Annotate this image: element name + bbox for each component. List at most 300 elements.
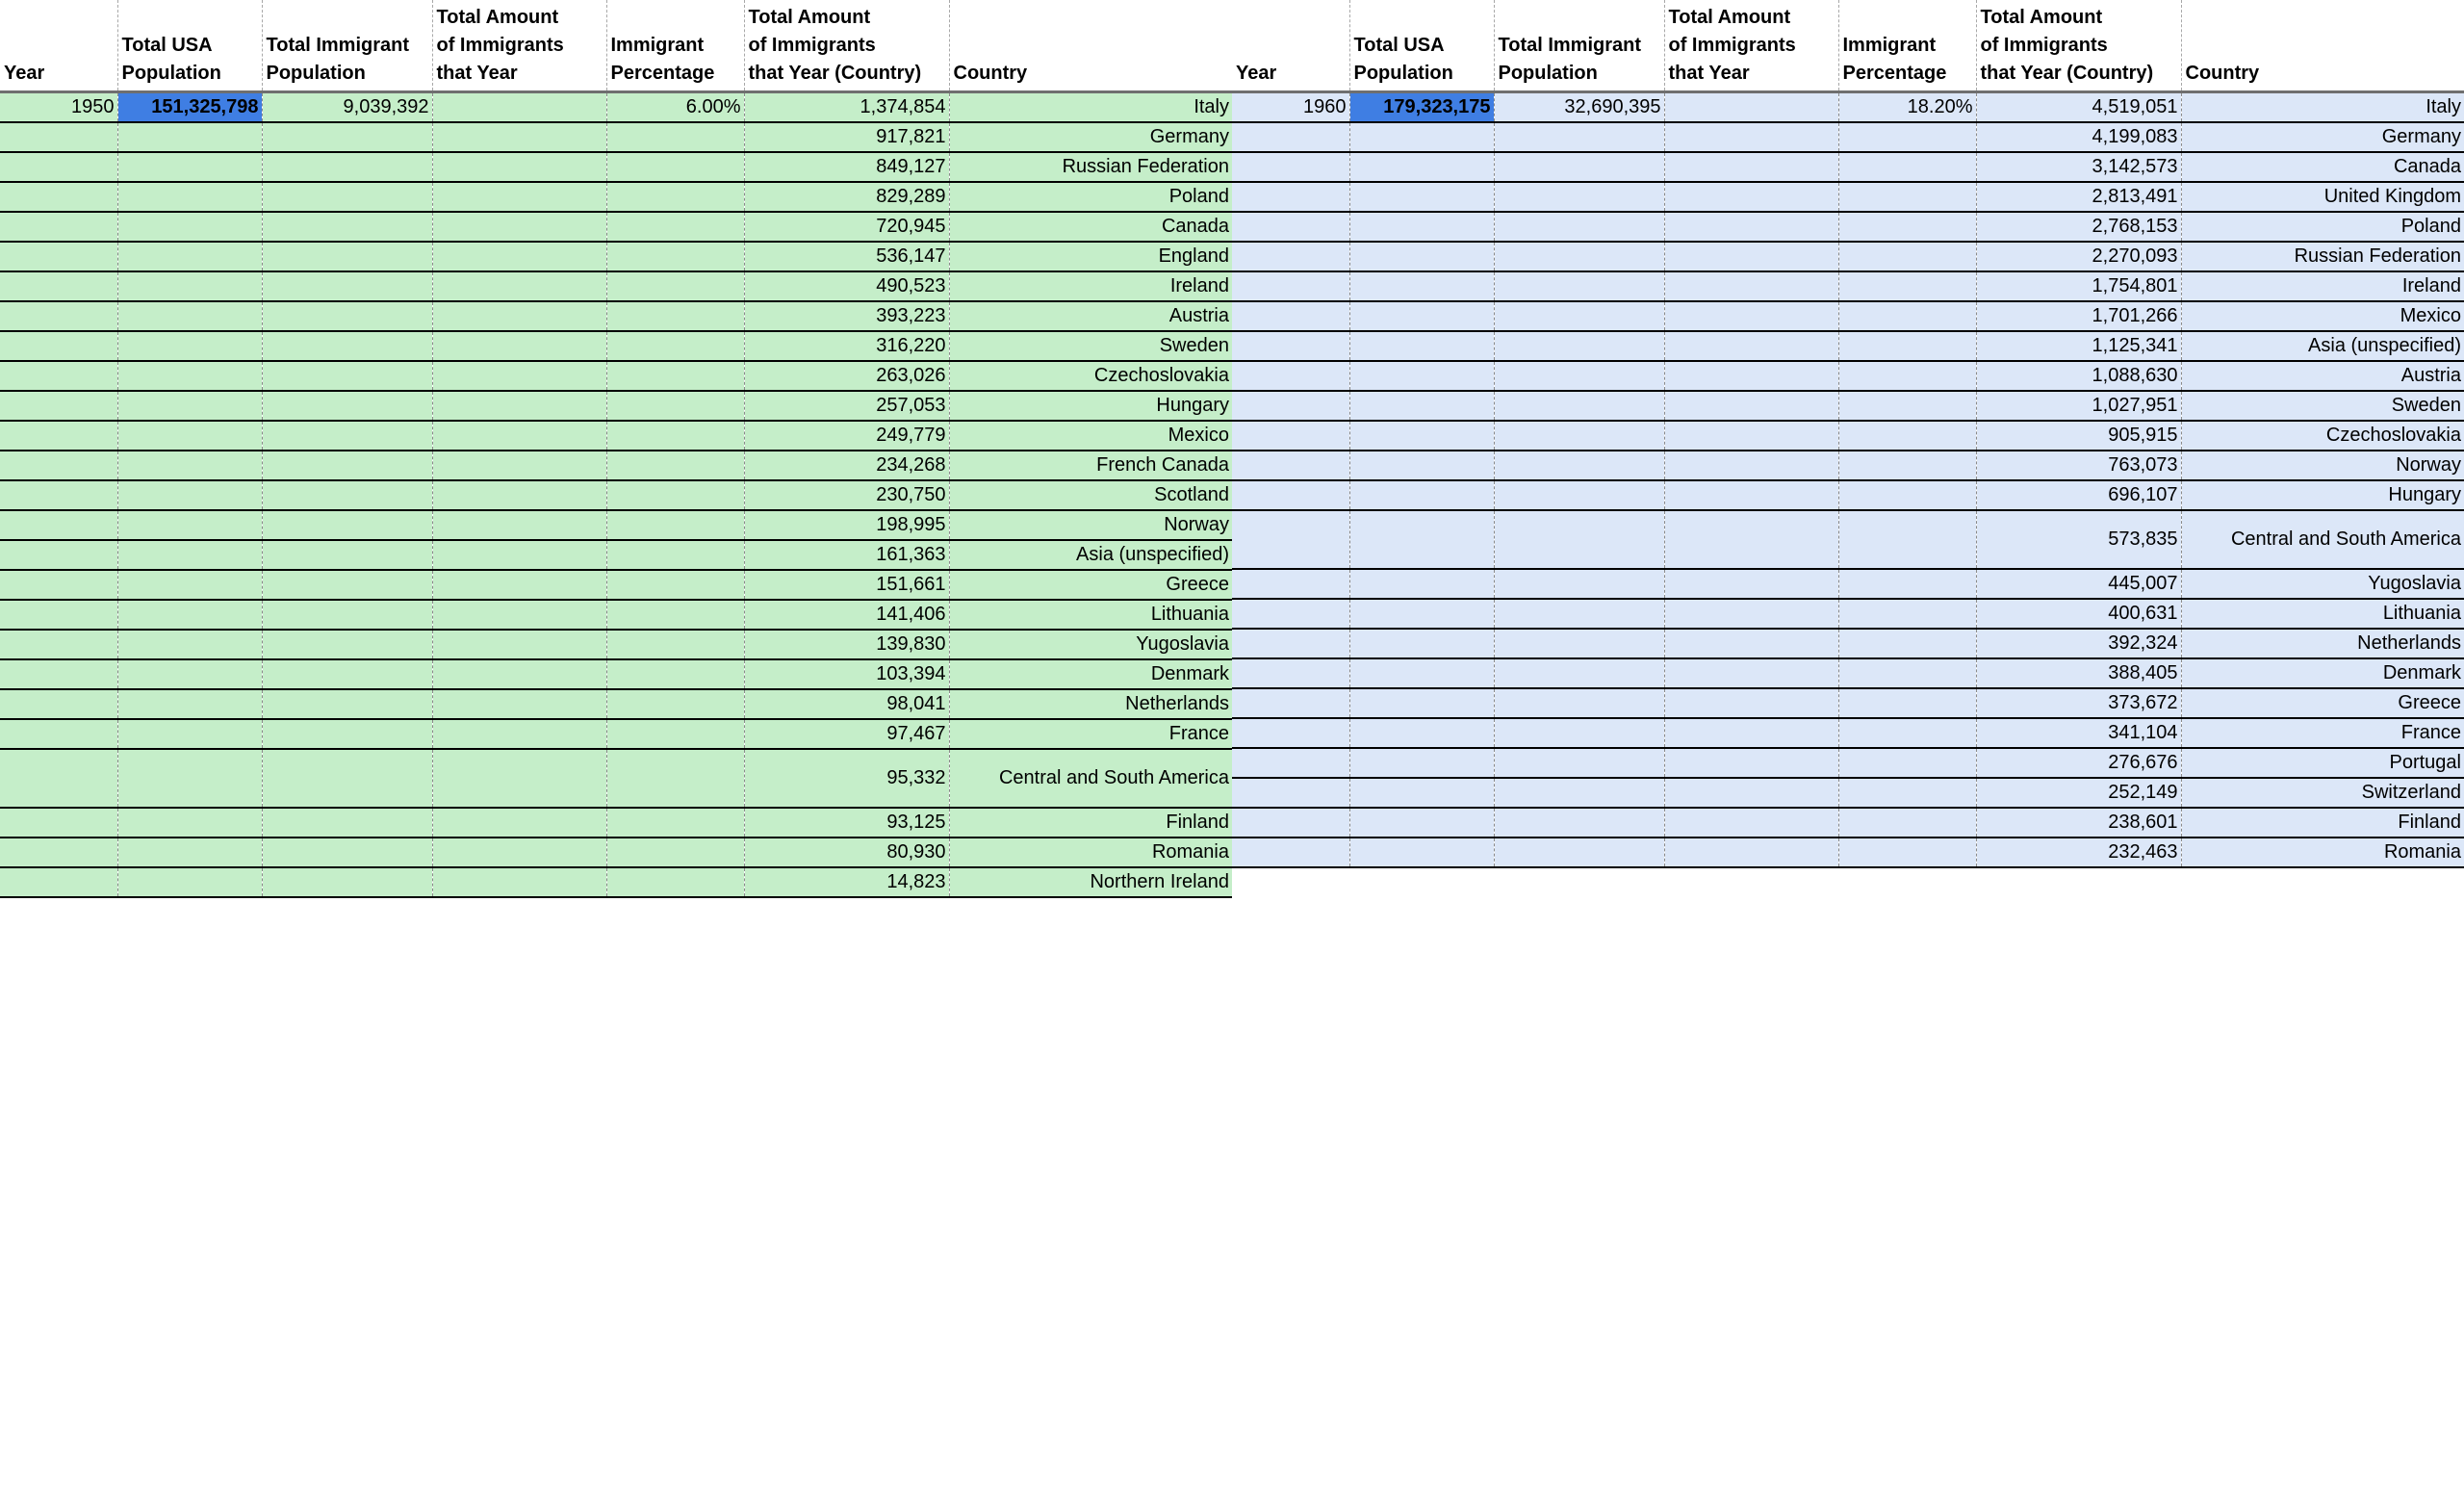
empty-cell[interactable] xyxy=(432,480,606,510)
cell-country[interactable]: United Kingdom xyxy=(2181,182,2464,212)
cell-amount[interactable]: 573,835 xyxy=(1976,510,2181,569)
empty-cell[interactable] xyxy=(0,867,117,897)
empty-cell[interactable] xyxy=(117,301,262,331)
cell-country[interactable]: Yugoslavia xyxy=(2181,569,2464,599)
empty-cell[interactable] xyxy=(0,510,117,540)
cell-amount[interactable]: 4,199,083 xyxy=(1976,122,2181,152)
cell-amount[interactable]: 80,930 xyxy=(744,838,949,867)
cell-amount[interactable]: 2,768,153 xyxy=(1976,212,2181,242)
empty-cell[interactable] xyxy=(606,391,744,421)
empty-cell[interactable] xyxy=(1664,658,1838,688)
cell-country[interactable]: Greece xyxy=(949,570,1232,600)
cell-country[interactable]: Asia (unspecified) xyxy=(2181,331,2464,361)
empty-cell[interactable] xyxy=(262,808,432,838)
empty-cell[interactable] xyxy=(1232,658,1349,688)
cell-country[interactable]: Romania xyxy=(949,838,1232,867)
empty-cell[interactable] xyxy=(0,122,117,152)
cell-country[interactable]: Central and South America xyxy=(2181,510,2464,569)
empty-cell[interactable] xyxy=(1494,808,1664,838)
empty-cell[interactable] xyxy=(606,719,744,749)
header-total-usa-population[interactable]: Total USA Population xyxy=(1349,0,1494,92)
cell-country[interactable]: Denmark xyxy=(949,659,1232,689)
empty-cell[interactable] xyxy=(1232,718,1349,748)
cell-amount[interactable]: 905,915 xyxy=(1976,421,2181,451)
empty-cell[interactable] xyxy=(1349,658,1494,688)
cell-country[interactable]: Norway xyxy=(2181,451,2464,480)
cell-amount[interactable]: 445,007 xyxy=(1976,569,2181,599)
empty-cell[interactable] xyxy=(1494,271,1664,301)
empty-cell[interactable] xyxy=(117,540,262,570)
empty-cell[interactable] xyxy=(1349,480,1494,510)
cell-amount[interactable]: 1,701,266 xyxy=(1976,301,2181,331)
cell-amount[interactable]: 1,374,854 xyxy=(744,92,949,123)
empty-cell[interactable] xyxy=(0,689,117,719)
empty-cell[interactable] xyxy=(262,212,432,242)
header-amount-by-country[interactable]: Total Amount of Immigrants that Year (Country) xyxy=(1976,0,2181,92)
empty-cell[interactable] xyxy=(0,271,117,301)
empty-cell[interactable] xyxy=(1664,182,1838,212)
empty-cell[interactable] xyxy=(117,271,262,301)
empty-cell[interactable] xyxy=(1838,808,1976,838)
empty-cell[interactable] xyxy=(117,212,262,242)
cell-country[interactable]: Germany xyxy=(949,122,1232,152)
cell-amount[interactable]: 198,995 xyxy=(744,510,949,540)
cell-amount[interactable]: 14,823 xyxy=(744,867,949,897)
empty-cell[interactable] xyxy=(117,510,262,540)
header-total-immigrant-population[interactable]: Total Immigrant Population xyxy=(262,0,432,92)
empty-cell[interactable] xyxy=(0,838,117,867)
empty-cell[interactable] xyxy=(1664,421,1838,451)
cell-amount[interactable]: 141,406 xyxy=(744,600,949,630)
empty-cell[interactable] xyxy=(1232,599,1349,629)
empty-cell[interactable] xyxy=(606,331,744,361)
cell-country[interactable]: Finland xyxy=(2181,808,2464,838)
cell-country[interactable]: Canada xyxy=(949,212,1232,242)
empty-cell[interactable] xyxy=(117,242,262,271)
empty-cell[interactable] xyxy=(262,540,432,570)
cell-amount[interactable]: 139,830 xyxy=(744,630,949,659)
empty-cell[interactable] xyxy=(1494,718,1664,748)
cell-amount[interactable]: 4,519,051 xyxy=(1976,92,2181,123)
empty-cell[interactable] xyxy=(1232,451,1349,480)
empty-cell[interactable] xyxy=(1494,361,1664,391)
cell-amount[interactable]: 2,813,491 xyxy=(1976,182,2181,212)
empty-cell[interactable] xyxy=(262,361,432,391)
empty-cell[interactable] xyxy=(1494,122,1664,152)
empty-cell[interactable] xyxy=(1838,599,1976,629)
empty-cell[interactable] xyxy=(0,212,117,242)
cell-amount[interactable]: 341,104 xyxy=(1976,718,2181,748)
empty-cell[interactable] xyxy=(1494,480,1664,510)
empty-cell[interactable] xyxy=(1664,480,1838,510)
empty-cell[interactable] xyxy=(1232,212,1349,242)
cell-amount[interactable]: 276,676 xyxy=(1976,748,2181,778)
empty-cell[interactable] xyxy=(1664,688,1838,718)
empty-cell[interactable] xyxy=(1838,361,1976,391)
empty-cell[interactable] xyxy=(432,331,606,361)
cell-amount[interactable]: 393,223 xyxy=(744,301,949,331)
cell-amount[interactable]: 97,467 xyxy=(744,719,949,749)
header-total-amount-that-year[interactable]: Total Amount of Immigrants that Year xyxy=(432,0,606,92)
empty-cell[interactable] xyxy=(0,480,117,510)
header-total-immigrant-population[interactable]: Total Immigrant Population xyxy=(1494,0,1664,92)
cell-country[interactable]: Yugoslavia xyxy=(949,630,1232,659)
empty-cell[interactable] xyxy=(1349,242,1494,271)
empty-cell[interactable] xyxy=(1349,212,1494,242)
cell-amount[interactable]: 3,142,573 xyxy=(1976,152,2181,182)
empty-cell[interactable] xyxy=(1232,152,1349,182)
empty-cell[interactable] xyxy=(262,570,432,600)
empty-cell[interactable] xyxy=(1664,778,1838,808)
empty-cell[interactable] xyxy=(0,391,117,421)
cell-country[interactable]: Portugal xyxy=(2181,748,2464,778)
empty-cell[interactable] xyxy=(432,182,606,212)
empty-cell[interactable] xyxy=(606,480,744,510)
empty-cell[interactable] xyxy=(1838,212,1976,242)
empty-cell[interactable] xyxy=(1232,361,1349,391)
cell-country[interactable]: Netherlands xyxy=(949,689,1232,719)
header-year[interactable]: Year xyxy=(0,0,117,92)
cell-country[interactable]: Austria xyxy=(949,301,1232,331)
empty-cell[interactable] xyxy=(432,152,606,182)
empty-cell[interactable] xyxy=(262,391,432,421)
empty-cell[interactable] xyxy=(117,749,262,808)
empty-cell[interactable] xyxy=(1349,391,1494,421)
cell-immigrant-percentage[interactable]: 6.00% xyxy=(606,92,744,123)
empty-cell[interactable] xyxy=(606,808,744,838)
empty-cell[interactable] xyxy=(432,451,606,480)
empty-cell[interactable] xyxy=(1494,658,1664,688)
empty-cell[interactable] xyxy=(432,689,606,719)
empty-cell[interactable] xyxy=(1664,331,1838,361)
header-total-usa-population[interactable]: Total USA Population xyxy=(117,0,262,92)
empty-cell[interactable] xyxy=(262,421,432,451)
empty-cell[interactable] xyxy=(1349,510,1494,569)
empty-cell[interactable] xyxy=(1232,301,1349,331)
cell-amount[interactable]: 103,394 xyxy=(744,659,949,689)
cell-country[interactable]: England xyxy=(949,242,1232,271)
cell-amount[interactable]: 1,754,801 xyxy=(1976,271,2181,301)
cell-amount[interactable]: 151,661 xyxy=(744,570,949,600)
cell-amount[interactable]: 917,821 xyxy=(744,122,949,152)
header-total-amount-that-year[interactable]: Total Amount of Immigrants that Year xyxy=(1664,0,1838,92)
empty-cell[interactable] xyxy=(1664,629,1838,658)
empty-cell[interactable] xyxy=(1664,242,1838,271)
header-amount-by-country[interactable]: Total Amount of Immigrants that Year (Country) xyxy=(744,0,949,92)
empty-cell[interactable] xyxy=(432,212,606,242)
empty-cell[interactable] xyxy=(606,838,744,867)
empty-cell[interactable] xyxy=(606,152,744,182)
empty-cell[interactable] xyxy=(1232,629,1349,658)
empty-cell[interactable] xyxy=(606,540,744,570)
empty-cell[interactable] xyxy=(432,391,606,421)
empty-cell[interactable] xyxy=(432,630,606,659)
header-immigrant-percentage[interactable]: Immigrant Percentage xyxy=(606,0,744,92)
cell-amount[interactable]: 2,270,093 xyxy=(1976,242,2181,271)
cell-amount[interactable]: 1,088,630 xyxy=(1976,361,2181,391)
empty-cell[interactable] xyxy=(1494,688,1664,718)
empty-cell[interactable] xyxy=(1838,569,1976,599)
empty-cell[interactable] xyxy=(262,480,432,510)
empty-cell[interactable] xyxy=(1349,838,1494,867)
empty-cell[interactable] xyxy=(0,182,117,212)
empty-cell[interactable] xyxy=(1349,182,1494,212)
empty-cell[interactable] xyxy=(1232,271,1349,301)
empty-cell[interactable] xyxy=(1838,271,1976,301)
cell-amount[interactable]: 249,779 xyxy=(744,421,949,451)
header-immigrant-percentage[interactable]: Immigrant Percentage xyxy=(1838,0,1976,92)
cell-amount[interactable]: 252,149 xyxy=(1976,778,2181,808)
empty-cell[interactable] xyxy=(1838,718,1976,748)
empty-cell[interactable] xyxy=(1664,361,1838,391)
empty-cell[interactable] xyxy=(1664,510,1838,569)
empty-cell[interactable] xyxy=(117,630,262,659)
empty-cell[interactable] xyxy=(1232,480,1349,510)
empty-cell[interactable] xyxy=(1349,451,1494,480)
cell-country[interactable]: Northern Ireland xyxy=(949,867,1232,897)
empty-cell[interactable] xyxy=(432,749,606,808)
empty-cell[interactable] xyxy=(1494,242,1664,271)
empty-cell[interactable] xyxy=(262,719,432,749)
empty-cell[interactable] xyxy=(432,659,606,689)
cell-country[interactable]: Ireland xyxy=(949,271,1232,301)
cell-total-amount-that-year[interactable] xyxy=(432,92,606,123)
empty-cell[interactable] xyxy=(1494,152,1664,182)
cell-country[interactable]: Mexico xyxy=(2181,301,2464,331)
cell-amount[interactable]: 696,107 xyxy=(1976,480,2181,510)
empty-cell[interactable] xyxy=(606,212,744,242)
empty-cell[interactable] xyxy=(606,421,744,451)
empty-cell[interactable] xyxy=(262,630,432,659)
empty-cell[interactable] xyxy=(432,867,606,897)
empty-cell[interactable] xyxy=(1232,331,1349,361)
empty-cell[interactable] xyxy=(606,301,744,331)
empty-cell[interactable] xyxy=(117,867,262,897)
cell-amount[interactable]: 1,125,341 xyxy=(1976,331,2181,361)
cell-amount[interactable]: 1,027,951 xyxy=(1976,391,2181,421)
cell-country[interactable]: Italy xyxy=(949,92,1232,123)
empty-cell[interactable] xyxy=(117,480,262,510)
empty-cell[interactable] xyxy=(262,182,432,212)
cell-amount[interactable]: 257,053 xyxy=(744,391,949,421)
empty-cell[interactable] xyxy=(1664,718,1838,748)
empty-cell[interactable] xyxy=(1349,569,1494,599)
empty-cell[interactable] xyxy=(1664,271,1838,301)
empty-cell[interactable] xyxy=(432,122,606,152)
empty-cell[interactable] xyxy=(117,391,262,421)
cell-amount[interactable]: 392,324 xyxy=(1976,629,2181,658)
cell-amount[interactable]: 161,363 xyxy=(744,540,949,570)
empty-cell[interactable] xyxy=(1838,182,1976,212)
empty-cell[interactable] xyxy=(432,719,606,749)
empty-cell[interactable] xyxy=(1349,629,1494,658)
empty-cell[interactable] xyxy=(1664,569,1838,599)
empty-cell[interactable] xyxy=(117,600,262,630)
empty-cell[interactable] xyxy=(117,659,262,689)
cell-country[interactable]: Sweden xyxy=(2181,391,2464,421)
empty-cell[interactable] xyxy=(0,540,117,570)
empty-cell[interactable] xyxy=(0,361,117,391)
cell-country[interactable]: Russian Federation xyxy=(2181,242,2464,271)
cell-country[interactable]: Central and South America xyxy=(949,749,1232,808)
empty-cell[interactable] xyxy=(1838,688,1976,718)
cell-country[interactable]: Ireland xyxy=(2181,271,2464,301)
empty-cell[interactable] xyxy=(1838,152,1976,182)
empty-cell[interactable] xyxy=(1232,569,1349,599)
empty-cell[interactable] xyxy=(0,301,117,331)
empty-cell[interactable] xyxy=(1664,748,1838,778)
empty-cell[interactable] xyxy=(117,570,262,600)
empty-cell[interactable] xyxy=(117,838,262,867)
empty-cell[interactable] xyxy=(432,242,606,271)
empty-cell[interactable] xyxy=(117,331,262,361)
empty-cell[interactable] xyxy=(606,182,744,212)
cell-country[interactable]: Sweden xyxy=(949,331,1232,361)
cell-amount[interactable]: 763,073 xyxy=(1976,451,2181,480)
empty-cell[interactable] xyxy=(1838,510,1976,569)
empty-cell[interactable] xyxy=(117,421,262,451)
empty-cell[interactable] xyxy=(0,600,117,630)
empty-cell[interactable] xyxy=(262,659,432,689)
empty-cell[interactable] xyxy=(606,689,744,719)
cell-total-immigrant-population[interactable]: 32,690,395 xyxy=(1494,92,1664,123)
empty-cell[interactable] xyxy=(432,271,606,301)
cell-country[interactable]: Italy xyxy=(2181,92,2464,123)
empty-cell[interactable] xyxy=(1232,421,1349,451)
empty-cell[interactable] xyxy=(262,749,432,808)
empty-cell[interactable] xyxy=(117,122,262,152)
empty-cell[interactable] xyxy=(1664,122,1838,152)
cell-country[interactable]: Switzerland xyxy=(2181,778,2464,808)
cell-amount[interactable]: 829,289 xyxy=(744,182,949,212)
empty-cell[interactable] xyxy=(262,271,432,301)
empty-cell[interactable] xyxy=(1349,808,1494,838)
empty-cell[interactable] xyxy=(432,540,606,570)
empty-cell[interactable] xyxy=(1494,629,1664,658)
empty-cell[interactable] xyxy=(117,719,262,749)
empty-cell[interactable] xyxy=(1232,510,1349,569)
empty-cell[interactable] xyxy=(1349,748,1494,778)
empty-cell[interactable] xyxy=(1494,421,1664,451)
empty-cell[interactable] xyxy=(432,838,606,867)
empty-cell[interactable] xyxy=(262,122,432,152)
empty-cell[interactable] xyxy=(117,689,262,719)
empty-cell[interactable] xyxy=(432,808,606,838)
empty-cell[interactable] xyxy=(0,630,117,659)
empty-cell[interactable] xyxy=(1838,301,1976,331)
empty-cell[interactable] xyxy=(1664,152,1838,182)
empty-cell[interactable] xyxy=(1232,748,1349,778)
cell-country[interactable]: Netherlands xyxy=(2181,629,2464,658)
empty-cell[interactable] xyxy=(1232,182,1349,212)
empty-cell[interactable] xyxy=(606,451,744,480)
cell-total-amount-that-year[interactable] xyxy=(1664,92,1838,123)
cell-amount[interactable]: 230,750 xyxy=(744,480,949,510)
cell-total-usa-population[interactable]: 179,323,175 xyxy=(1349,92,1494,123)
empty-cell[interactable] xyxy=(117,361,262,391)
empty-cell[interactable] xyxy=(1664,838,1838,867)
cell-amount[interactable]: 720,945 xyxy=(744,212,949,242)
cell-amount[interactable]: 536,147 xyxy=(744,242,949,271)
empty-cell[interactable] xyxy=(0,152,117,182)
empty-cell[interactable] xyxy=(432,301,606,331)
cell-country[interactable]: Romania xyxy=(2181,838,2464,867)
cell-amount[interactable]: 95,332 xyxy=(744,749,949,808)
empty-cell[interactable] xyxy=(262,451,432,480)
empty-cell[interactable] xyxy=(117,152,262,182)
empty-cell[interactable] xyxy=(1838,122,1976,152)
header-country[interactable]: Country xyxy=(949,0,1232,92)
empty-cell[interactable] xyxy=(1838,331,1976,361)
cell-country[interactable]: Norway xyxy=(949,510,1232,540)
cell-country[interactable]: Russian Federation xyxy=(949,152,1232,182)
empty-cell[interactable] xyxy=(117,182,262,212)
empty-cell[interactable] xyxy=(1664,391,1838,421)
empty-cell[interactable] xyxy=(1494,451,1664,480)
empty-cell[interactable] xyxy=(1838,629,1976,658)
empty-cell[interactable] xyxy=(1494,838,1664,867)
empty-cell[interactable] xyxy=(1838,242,1976,271)
cell-country[interactable]: Canada xyxy=(2181,152,2464,182)
empty-cell[interactable] xyxy=(1349,331,1494,361)
cell-country[interactable]: Hungary xyxy=(2181,480,2464,510)
empty-cell[interactable] xyxy=(262,600,432,630)
empty-cell[interactable] xyxy=(1494,778,1664,808)
empty-cell[interactable] xyxy=(262,867,432,897)
empty-cell[interactable] xyxy=(606,242,744,271)
cell-amount[interactable]: 849,127 xyxy=(744,152,949,182)
cell-country[interactable]: France xyxy=(2181,718,2464,748)
cell-country[interactable]: Finland xyxy=(949,808,1232,838)
empty-cell[interactable] xyxy=(1232,838,1349,867)
empty-cell[interactable] xyxy=(0,659,117,689)
cell-year[interactable]: 1960 xyxy=(1232,92,1349,123)
cell-amount[interactable]: 388,405 xyxy=(1976,658,2181,688)
empty-cell[interactable] xyxy=(117,808,262,838)
empty-cell[interactable] xyxy=(262,838,432,867)
empty-cell[interactable] xyxy=(1664,451,1838,480)
empty-cell[interactable] xyxy=(1838,748,1976,778)
empty-cell[interactable] xyxy=(1349,301,1494,331)
empty-cell[interactable] xyxy=(0,808,117,838)
empty-cell[interactable] xyxy=(1349,599,1494,629)
cell-amount[interactable]: 373,672 xyxy=(1976,688,2181,718)
empty-cell[interactable] xyxy=(1349,271,1494,301)
empty-cell[interactable] xyxy=(1838,451,1976,480)
cell-amount[interactable]: 316,220 xyxy=(744,331,949,361)
empty-cell[interactable] xyxy=(1664,301,1838,331)
empty-cell[interactable] xyxy=(0,451,117,480)
cell-amount[interactable]: 490,523 xyxy=(744,271,949,301)
cell-country[interactable]: France xyxy=(949,719,1232,749)
empty-cell[interactable] xyxy=(262,152,432,182)
empty-cell[interactable] xyxy=(1349,152,1494,182)
empty-cell[interactable] xyxy=(1838,391,1976,421)
cell-country[interactable]: Poland xyxy=(949,182,1232,212)
empty-cell[interactable] xyxy=(1232,688,1349,718)
empty-cell[interactable] xyxy=(262,242,432,271)
empty-cell[interactable] xyxy=(0,570,117,600)
empty-cell[interactable] xyxy=(1349,688,1494,718)
empty-cell[interactable] xyxy=(1494,391,1664,421)
cell-country[interactable]: Austria xyxy=(2181,361,2464,391)
empty-cell[interactable] xyxy=(1349,361,1494,391)
empty-cell[interactable] xyxy=(1838,778,1976,808)
empty-cell[interactable] xyxy=(1232,808,1349,838)
empty-cell[interactable] xyxy=(432,600,606,630)
cell-amount[interactable]: 232,463 xyxy=(1976,838,2181,867)
cell-country[interactable]: Lithuania xyxy=(949,600,1232,630)
